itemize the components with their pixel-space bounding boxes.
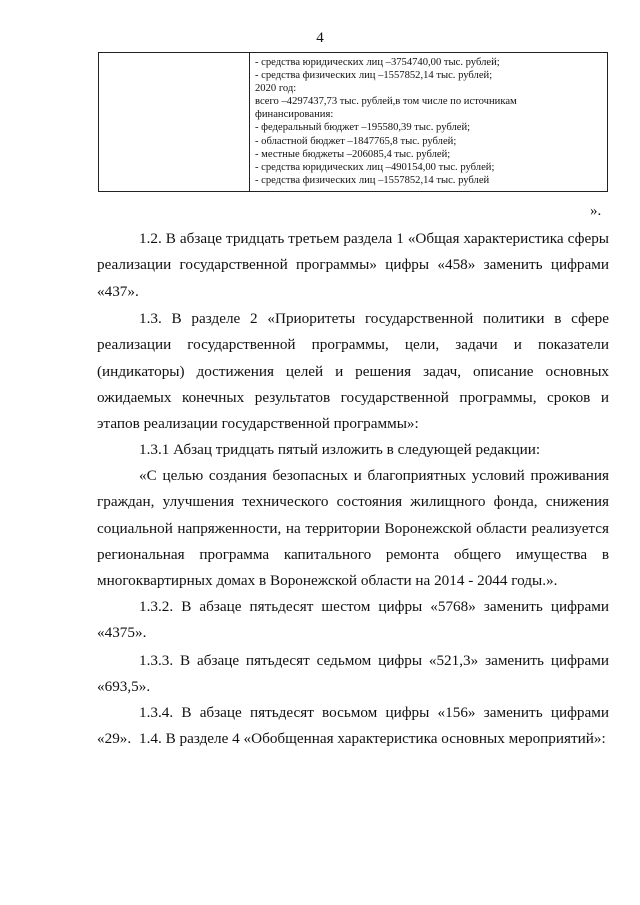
table-line: - средства физических лиц –1557852,14 тыс. рублей: [255, 174, 490, 186]
paragraph-1-3: 1.3. В разделе 2 «Приоритеты государственной политики в сфере реализации государственной программы, цели, задачи и показатели (индикаторы) достижения целей и решения задач, описание основных ожидаемых конечных результатов государственной программы, сроков и этапов реализации государственной программы»:: [97, 310, 609, 433]
table-line: финансирования:: [255, 109, 334, 121]
table-right-cell: [250, 53, 608, 192]
page-number: 4: [316, 30, 324, 46]
table-row: [99, 53, 608, 192]
table-left-cell: [99, 53, 250, 192]
financing-table: [98, 52, 608, 192]
table-line: - средства физических лиц –1557852,14 тыс. рублей;: [255, 70, 493, 82]
table-line: - областной бюджет –1847765,8 тыс. рублей;: [255, 135, 457, 147]
table-line: - средства юридических лиц –3754740,00 тыс. рублей;: [255, 57, 500, 68]
table-line: 2020 год:: [255, 83, 297, 95]
table-line: всего –4297437,73 тыс. рублей,в том числе по источникам: [255, 96, 517, 108]
paragraph-1-2: 1.2. В абзаце тридцать третьем раздела 1 «Общая характеристика сферы реализации государственной программы» цифры «458» заменить цифрами «437».: [97, 230, 609, 300]
paragraph-1-3-3: 1.3.3. В абзаце пятьдесят седьмом цифры «521,3» заменить цифрами «693,5».: [97, 652, 609, 696]
paragraph-1-3-4: 1.3.4. В абзаце пятьдесят восьмом цифры «156» заменить цифрами «29».: [97, 704, 609, 748]
closing-quote-mark: ».: [590, 203, 602, 219]
paragraph-1-3-1: 1.3.1 Абзац тридцать пятый изложить в следующей редакции:: [139, 441, 541, 458]
table-line: - средства юридических лиц –490154,00 тыс. рублей;: [255, 161, 495, 173]
paragraph-1-4: 1.4. В разделе 4 «Обобщенная характеристика основных мероприятий»:: [139, 730, 606, 747]
paragraph-quote: «С целью создания безопасных и благоприятных условий проживания граждан, улучшения технического состояния жилищного фонда, снижения социальной напряженности, на территории Воронежской области реализуется региональная программа капитального ремонта общего имущества в многоквартирных домах в Воронежской области на 2014 - 2044 годы.».: [97, 467, 609, 590]
table-line: - федеральный бюджет –195580,39 тыс. рублей;: [255, 122, 471, 134]
paragraph-1-3-2: 1.3.2. В абзаце пятьдесят шестом цифры «5768» заменить цифрами «4375».: [97, 598, 609, 642]
table-line: - местные бюджеты –206085,4 тыс. рублей;: [255, 148, 451, 160]
